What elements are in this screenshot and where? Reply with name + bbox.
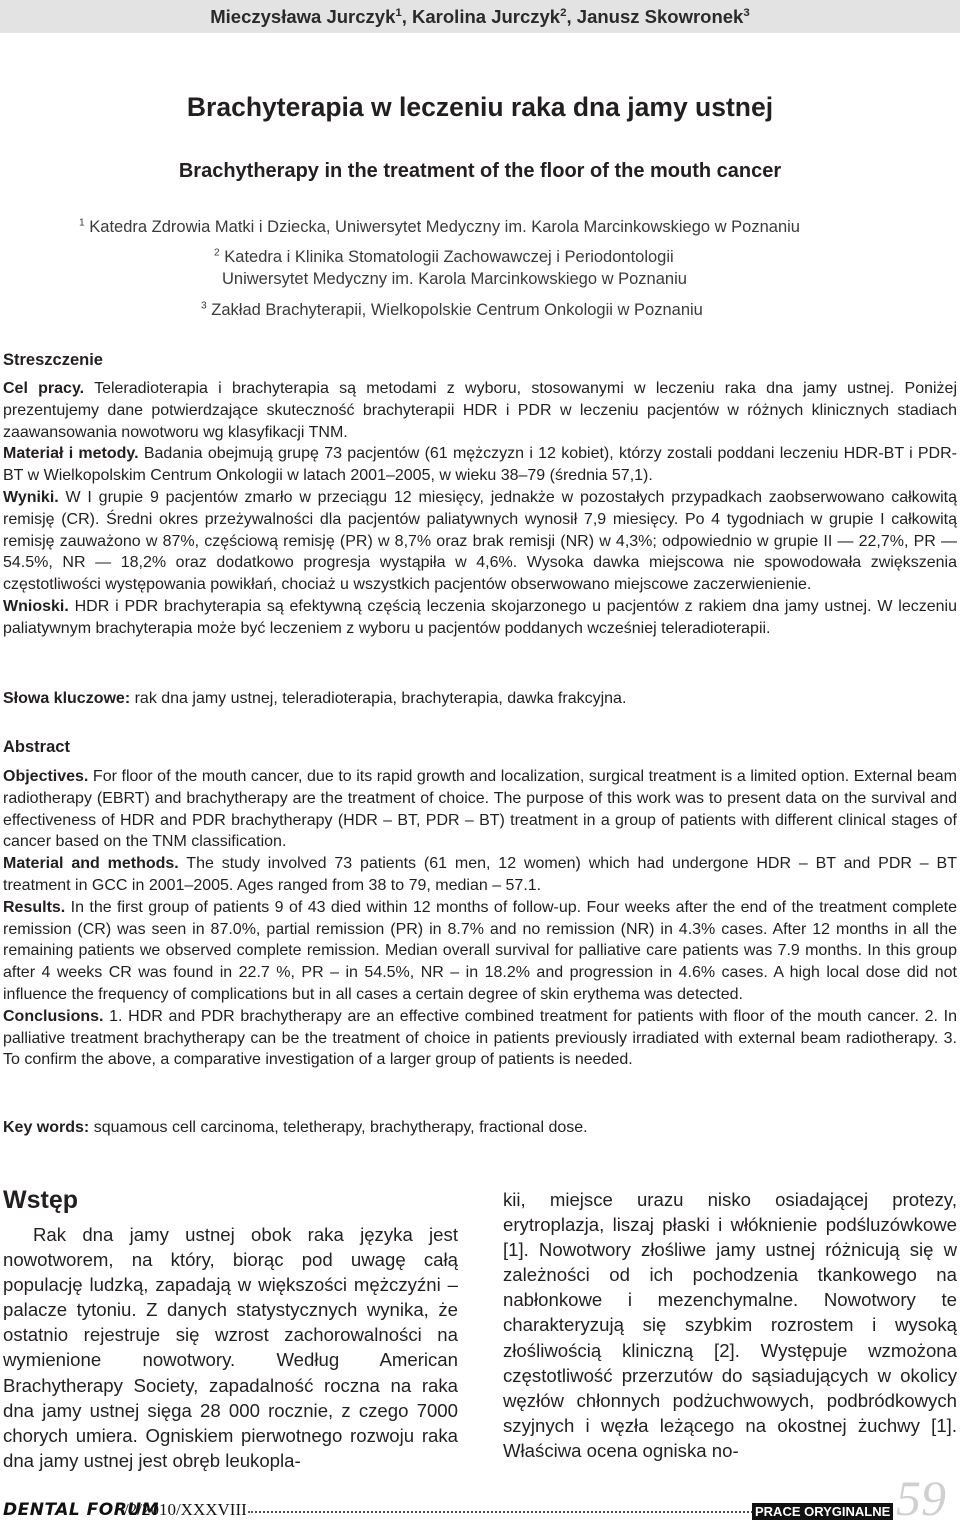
separator: , (566, 6, 577, 27)
issue-number: /2/2010/XXXVIII (124, 1500, 247, 1519)
keywords-text: squamous cell carcinoma, teletherapy, brachytherapy, fractional dose. (89, 1119, 588, 1136)
body-paragraph: Rak dna jamy ustnej obok raka języka jest nowotworem, na który, biorąc pod uwagę całą populację ludzką, zapadają w większości mężczyźni – palacze tytoniu. Z danych statystycznych wynika, że ostatnio rejestruje się wzrost zachorowalności na wymienione nowotwory. Według American Brachytherapy Society, zapadalność roczna na raka dna jamy ustnej sięga 28 000 rocznie, z czego 7000 chorych umiera. Ogniskiem pierwotnego rozwoju raka dna jamy ustnej jest obręb leukopla- (3, 1224, 458, 1471)
paragraph-methods (3, 443, 957, 487)
authors-header (0, 0, 960, 33)
paragraph-objective (3, 378, 957, 443)
streszczenie-body (3, 378, 957, 640)
paragraph-results (3, 487, 957, 596)
affiliation-mark: 1 (395, 6, 402, 19)
paragraph-text: In the first group of patients 9 of 43 died within 12 months of follow-up. Four weeks after the end of the treatment complete remission (CR) was seen in 87.0%, partial remission (PR) in 8.7% and no remission (NR) in 4.3% cases. After 12 months in all the remaining patients we observed complete remission. Median overall survival for palliative care patients was 7.9 months. In this group after 4 weeks CR was found in 22.7 %, PR – in 54.5%, NR – in 18.2% and progression in 4.6% cases. A high local dose did not influence the frequency of complications but in all cases a certain degree of skin erythema was detected. (3, 898, 957, 1003)
paragraph-text: HDR i PDR brachyterapia są efektywną częścią leczenia skojarzonego u pacjentów z rakiem dna jamy ustnej. W leczeniu paliatywnym brachyterapia może być leczeniem z wyboru u pacjentów poddanych wcześniej teleradioterapii. (3, 597, 957, 637)
separator: , (401, 6, 413, 27)
article-title: Brachyterapia w leczeniu raka dna jamy ustnej (186, 92, 774, 122)
paragraph-label: Materiał i metody. (3, 445, 139, 463)
author-name: Karolina Jurczyk (412, 6, 561, 27)
paragraph-label: Wyniki. (3, 488, 59, 506)
keywords-label: Słowa kluczowe: (3, 690, 131, 707)
affiliation-2 (214, 248, 674, 267)
abstract-body (3, 766, 957, 1071)
affiliation-1 (79, 218, 800, 237)
affiliation-mark: 3 (201, 300, 207, 312)
page-number: 59 (896, 1470, 946, 1526)
body-column-left (3, 1222, 458, 1473)
paragraph-conclusions (3, 1006, 957, 1071)
body-paragraph: kii, miejsce urazu nisko osiadającej protezy, erytroplazja, liszaj płaski i włóknienie podśluzówkowe [1]. Nowotwory złośliwe jamy ustnej różnicują się w zależności od ich pochodzenia tkankowego na nabłonkowe i mezenchymalne. Nowotwory te charakteryzują się szybkim rozrostem i wysoką złośliwością kliniczną [2]. Występuje wzmożona częstotliwość przerzutów do sąsiadujących w okolicy węzłów chłonnych podżuchwowych, podbródkowych szyjnych i węzła leżącego na okostnej żuchwy [1]. Właściwa ocena ogniska no- (503, 1189, 957, 1461)
affiliation-mark: 3 (743, 6, 750, 19)
journal-name: DENTAL FORUM (3, 1500, 160, 1520)
section-heading-introduction: Wstęp (3, 1186, 78, 1214)
paragraph-label: Cel pracy. (3, 380, 85, 397)
paragraph-text: Teleradioterapia i brachyterapia są metodami z wyboru, stosowanymi w leczeniu raka dna jamy ustnej. Poniżej prezentujemy dane potwierdzające skuteczność brachyterapii HDR i PDR w leczeniu pacjentów w różnych klinicznych stadiach zaawansowania nowotworu wg klasyfikacji TNM. (3, 380, 958, 441)
affiliation-mark: 1 (79, 217, 85, 229)
affiliation-text: Katedra Zdrowia Matki i Dziecka, Uniwersytet Medyczny im. Karola Marcinkowskiego w Poznaniu (89, 218, 800, 236)
abstract-heading: Abstract (3, 738, 70, 756)
paragraph-label: Material and methods. (3, 855, 179, 873)
keywords-label: Key words: (3, 1119, 90, 1136)
affiliation-3 (201, 301, 703, 320)
paragraph-methods (3, 853, 957, 897)
author-name: Mieczysława Jurczyk (210, 6, 396, 27)
author-name: Janusz Skowronek (576, 6, 744, 27)
affiliation-2-line-2: Uniwersytet Medyczny im. Karola Marcinkowskiego w Poznaniu (222, 270, 687, 288)
paragraph-text: 1. HDR and PDR brachytherapy are an effective combined treatment for patients with floor of the mouth cancer. 2. In palliative treatment brachytherapy can be the treatment of choice in patients previously irradiated with external beam radiotherapy. 3. To confirm the above, a comparative investigation of a larger group of patients is needed. (3, 1007, 957, 1069)
article-title-english: Brachytherapy in the treatment of the floor of the mouth cancer (178, 160, 782, 182)
paragraph-text: For floor of the mouth cancer, due to its rapid growth and localization, surgical treatment is a limited option. External beam radiotherapy (EBRT) and brachytherapy are the treatment of choice. The purpose of this work was to present data on the survival and effectiveness of HDR and PDR brachytherapy (HDR – BT, PDR – BT) treatment in a group of patients with different clinical stages of cancer based on the TNM classification. (3, 768, 957, 851)
paragraph-conclusions (3, 596, 957, 640)
keywords-pl (3, 688, 957, 710)
keywords-en (3, 1117, 957, 1139)
paragraph-label: Conclusions. (3, 1007, 104, 1025)
affiliation-text: Katedra i Klinika Stomatologii Zachowawczej i Periodontologii (224, 248, 674, 266)
paragraph-text: Badania obejmują grupę 73 pacjentów (61 mężczyzn i 12 kobiet), którzy zostali poddani leczeniu HDR-BT i PDR-BT w Wielkopolskim Centrum Onkologii w latach 2001–2005, w wieku 38–79 (średnia 57,1). (3, 445, 957, 485)
section-label: PRACE ORYGINALNE (752, 1503, 893, 1520)
affiliation-mark: 2 (214, 247, 220, 259)
streszczenie-heading: Streszczenie (3, 351, 103, 369)
paragraph-label: Results. (3, 898, 66, 916)
paragraph-label: Objectives. (3, 768, 89, 785)
body-column-right (503, 1187, 957, 1463)
affiliation-mark: 2 (560, 6, 567, 19)
paragraph-text: W I grupie 9 pacjentów zmarło w przeciągu 12 miesięcy, jednakże w pozostałych przypadkach zaobserwowano całkowitą remisję (CR). Średni okres przeżywalności dla pacjentów paliatywnych wynosił 7,9 miesięcy. Po 4 tygodniach w grupie I całkowitą remisję zauważono w 87%, częściową remisję (PR) w 8,7% oraz brak remisji (NR) w 4,3%; odpowiednio w grupie II — 22,7%, PR — 54.5%, NR — 18,2% oraz dodatkowo progresja wystąpiła w 4,6%. Wysoka dawka miejscowa nie spowodowała zwiększenia częstotliwości występowania powikłań, chociaż u wszystkich pacjentów obserwowano miejscowe zaczerwienienie. (3, 488, 957, 594)
paragraph-label: Wnioski. (3, 597, 69, 615)
paragraph-results (3, 897, 957, 1006)
keywords-text: rak dna jamy ustnej, teleradioterapia, brachyterapia, dawka frakcyjna. (130, 690, 627, 707)
affiliation-text: Zakład Brachyterapii, Wielkopolskie Centrum Onkologii w Poznaniu (211, 301, 703, 319)
paragraph-objective (3, 766, 957, 853)
paragraph-text: The study involved 73 patients (61 men, 12 women) which had undergone HDR – BT and PDR – BT treatment in GCC in 2001–2005. Ages ranged from 38 to 79, median – 57.1. (3, 855, 958, 894)
footer-divider (248, 1511, 753, 1513)
